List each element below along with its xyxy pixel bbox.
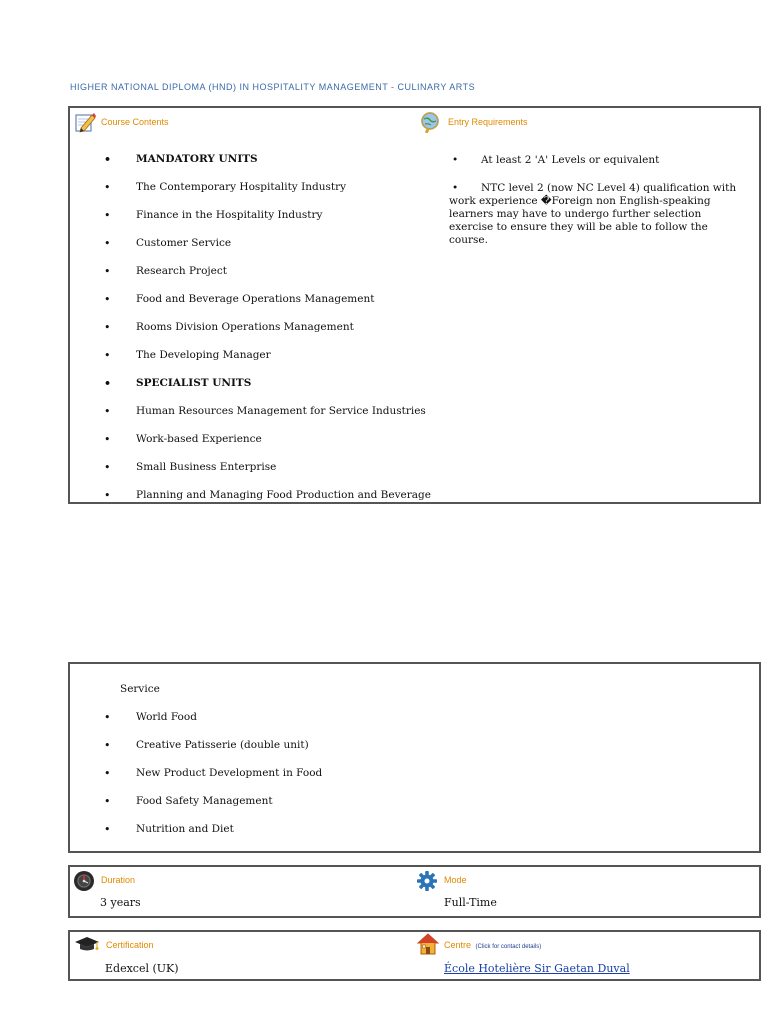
list-item: • Finance in the Hospitality Industry [104,209,431,222]
list-item: • The Developing Manager [104,349,431,362]
course-contents-continued-box [68,662,761,853]
page-title: HIGHER NATIONAL DIPLOMA (HND) IN HOSPITALITY MANAGEMENT - CULINARY ARTS [70,82,476,92]
course-contents-list [104,153,431,502]
list-item: • MANDATORY UNITS [104,153,431,166]
edit-pencil-icon [74,111,96,133]
mode-value: Full-Time [444,896,497,909]
certification-centre-box [68,930,761,981]
certification-label: Certification [106,940,154,950]
list-item: • Rooms Division Operations Management [104,321,431,334]
duration-label: Duration [101,875,136,885]
contact-details-note[interactable]: (Click for contact details) [475,944,542,950]
magnifier-globe-icon [419,111,441,133]
centre-label [444,940,541,950]
course-contents-label: Course Contents [101,117,169,127]
list-item: • Planning and Managing Food Production and Beverage [104,489,431,502]
list-item: • Food and Beverage Operations Management [104,293,431,306]
list-item: • Food Safety Management [104,795,322,808]
continuation-text: Service [120,683,160,695]
list-item: • SPECIALIST UNITS [104,377,431,390]
duration-value: 3 years [100,896,141,909]
list-item: • Work-based Experience [104,433,431,446]
certification-value: Edexcel (UK) [105,962,179,975]
list-item: • Small Business Enterprise [104,461,431,474]
list-item: • New Product Development in Food [104,767,322,780]
course-details-box [68,106,761,504]
list-item: • Creative Patisserie (double unit) [104,739,322,752]
list-item: • Research Project [104,265,431,278]
graduation-cap-icon [73,933,101,955]
entry-requirements-list [449,154,741,247]
house-icon [417,933,439,955]
list-item: • Human Resources Management for Service Industries [104,405,431,418]
entry-requirements-label: Entry Requirements [448,117,528,127]
list-item: • NTC level 2 (now NC Level 4) qualification with work experience �Foreign non English-speaking learners may have to undergo further selection exercise to ensure they will be able to follow the course. [449,182,737,246]
list-item: • Customer Service [104,237,431,250]
list-item: • Nutrition and Diet [104,823,322,836]
list-item: • At least 2 'A' Levels or equivalent [452,154,660,166]
course-contents-list-continued [104,711,322,836]
centre-link[interactable]: École Hotelière Sir Gaetan Duval [444,962,630,975]
centre-label-text: Centre [444,940,472,950]
list-item: • The Contemporary Hospitality Industry [104,181,431,194]
duration-mode-box [68,865,761,918]
clock-dial-icon [73,870,95,892]
list-item: • World Food [104,711,322,724]
gear-icon [416,870,438,892]
mode-label: Mode [444,875,467,885]
